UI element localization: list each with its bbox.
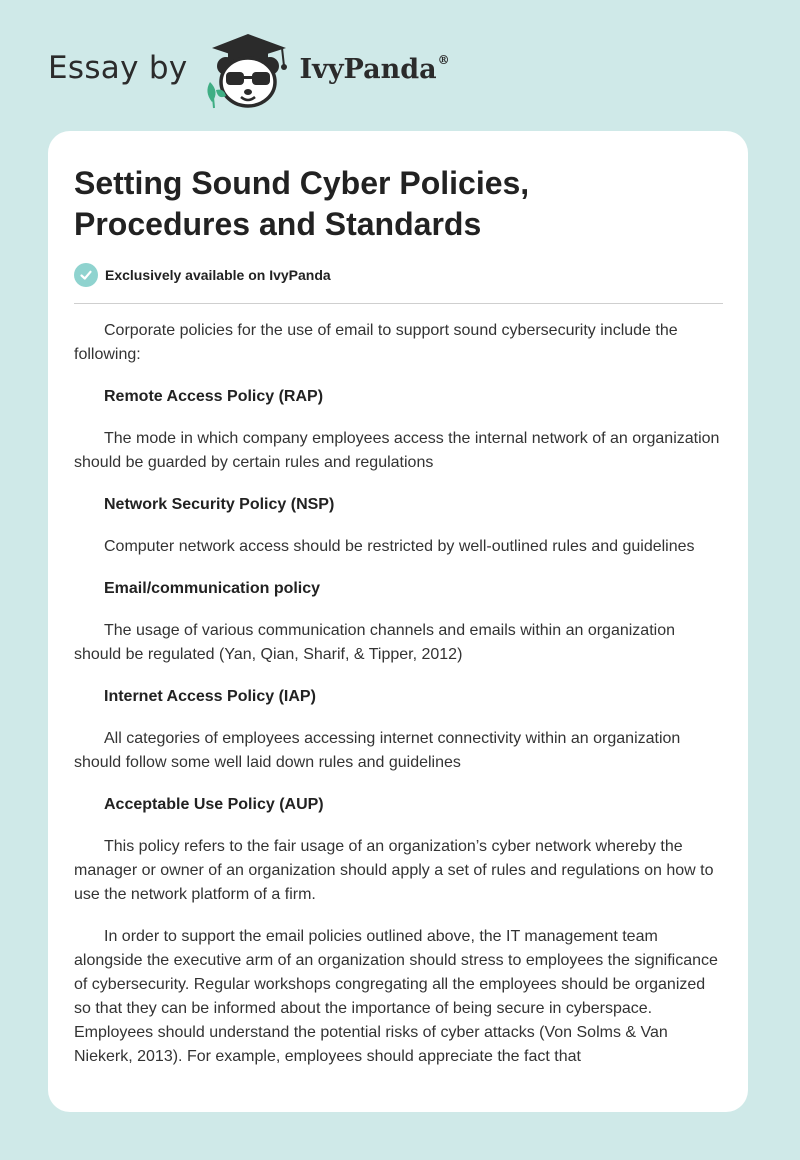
essay-title [74,163,714,245]
section-heading-rap: Remote Access Policy (RAP) [104,388,324,405]
paragraph-nsp: Computer network access should be restricted by well-outlined rules and guidelines [104,538,695,555]
paragraph-rap: The mode in which company employees access the internal network of an organization should be guarded by certain rules and regulations [74,430,720,471]
panda-logo-icon [202,30,294,110]
paragraph-iap: All categories of employees accessing internet connectivity within an organization should follow some well laid down rules and guidelines [74,730,681,771]
check-icon [74,263,98,287]
essay-card [48,131,748,1112]
exclusive-badge-text: Exclusively available on IvyPanda [105,267,331,283]
essay-title-line1: Setting Sound Cyber Policies, [74,165,530,201]
exclusive-badge [74,263,331,287]
essay-body [74,319,726,1087]
brand-name: IvyPanda® [299,53,450,85]
essay-title-line2: Procedures and Standards [74,206,482,242]
registered-mark: ® [437,53,450,67]
divider [74,303,723,304]
section-heading-nsp: Network Security Policy (NSP) [104,496,335,513]
section-heading-aup: Acceptable Use Policy (AUP) [104,796,324,813]
paragraph-email: The usage of various communication channels and emails within an organization should be regulated (Yan, Qian, Sharif, & Tipper, 2012) [74,622,675,663]
paragraph-intro: Corporate policies for the use of email to support sound cybersecurity include the following: [74,322,678,363]
paragraph-support: In order to support the email policies outlined above, the IT management team alongside the executive arm of an organization should stress to employees the significance of cybersecurity. Regular workshops congregating all the employees should be organized so that they can be informed about the importance of being secure in cyberspace. Employees should understand the potential risks of cyber attacks (Von Solms & Van Niekerk, 2013). For example, employees should appreciate the fact that [74,928,718,1065]
site-brand[interactable] [48,30,450,110]
paragraph-aup: This policy refers to the fair usage of an organization’s cyber network whereby the manager or owner of an organization should apply a set of rules and regulations on how to use the network platform of a firm. [74,838,714,903]
section-heading-iap: Internet Access Policy (IAP) [104,688,316,705]
section-heading-email: Email/communication policy [104,580,321,597]
essay-by-label: Essay by [48,50,188,86]
